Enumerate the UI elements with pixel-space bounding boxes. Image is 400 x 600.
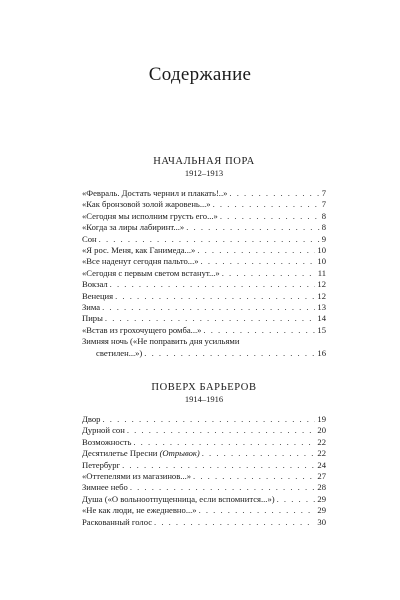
entry-title: Дурной сон <box>82 425 125 436</box>
toc-entry[interactable] <box>82 517 326 528</box>
entry-page-number: 20 <box>317 425 326 436</box>
section-years: 1914–1916 <box>184 394 224 404</box>
entry-title: «Как бронзовой золой жаровень...» <box>82 199 211 210</box>
entry-title-continuation <box>82 348 326 359</box>
dot-leader <box>102 414 315 425</box>
entry-page-number: 22 <box>317 436 326 447</box>
entry-page-number: 12 <box>317 290 326 301</box>
entry-page-number: 8 <box>321 222 326 233</box>
toc-entry[interactable] <box>82 211 326 222</box>
entry-title: «Встав из грохочущего ромба...» <box>82 324 202 335</box>
toc-list <box>82 414 326 528</box>
entry-page-number: 28 <box>317 482 326 493</box>
dot-leader <box>105 313 316 324</box>
entry-page-number: 22 <box>317 448 326 459</box>
dot-leader <box>222 268 316 279</box>
toc-entry[interactable] <box>82 471 326 482</box>
entry-title: «Все наденут сегодня пальто...» <box>82 256 199 267</box>
dot-leader <box>154 517 315 528</box>
dot-leader <box>99 234 320 245</box>
entry-page-number: 29 <box>317 493 326 504</box>
toc-entry[interactable] <box>82 482 326 493</box>
section-heading: НАЧАЛЬНАЯ ПОРА <box>153 156 255 167</box>
entry-page-number: 27 <box>317 471 326 482</box>
toc-entry[interactable] <box>82 414 326 425</box>
entry-title: «Сегодня мы исполним грусть его...» <box>82 210 218 221</box>
dot-leader <box>199 505 316 516</box>
entry-title: Венеция <box>82 290 114 301</box>
entry-page-number: 14 <box>317 313 326 324</box>
section-heading: ПОВЕРХ БАРЬЕРОВ <box>151 382 257 393</box>
entry-page-number: 9 <box>321 233 326 244</box>
toc-entry[interactable] <box>82 291 326 302</box>
entry-title: Зима <box>82 302 101 313</box>
entry-title-italic-note: (Отрывок) <box>159 448 200 459</box>
dot-leader <box>202 448 316 459</box>
toc-entry[interactable] <box>82 279 326 290</box>
toc-entry[interactable] <box>82 268 326 279</box>
entry-page-number: 30 <box>317 516 326 527</box>
entry-page-number: 12 <box>317 279 326 290</box>
toc-entry[interactable] <box>82 336 326 359</box>
toc-entry[interactable] <box>82 222 326 233</box>
entry-title: Петербург <box>82 459 121 470</box>
toc-entry[interactable] <box>82 505 326 516</box>
entry-title: Зимняя ночь («Не поправить дня усильями <box>82 336 240 347</box>
dot-leader <box>115 291 315 302</box>
entry-title <box>82 448 200 459</box>
toc-entry[interactable] <box>82 460 326 471</box>
entry-page-number: 7 <box>321 199 326 210</box>
entry-title: «Февраль. Достать чернил и плакать!..» <box>82 188 228 198</box>
dot-leader <box>127 425 316 436</box>
toc-section-nachalnaya-pora <box>82 156 326 359</box>
entry-title: «Оттепелями из магазинов...» <box>82 471 192 482</box>
dot-leader <box>220 211 320 222</box>
entry-title: Раскованный голос <box>82 516 153 527</box>
dot-leader <box>201 256 316 267</box>
dot-leader <box>229 188 319 199</box>
entry-page-number: 7 <box>321 188 326 198</box>
toc-section-poverh-barerov <box>82 382 326 528</box>
entry-title: «Не как люди, не ежедневно...» <box>82 505 197 516</box>
section-years: 1912–1913 <box>184 168 224 178</box>
dot-leader <box>197 245 315 256</box>
entry-title-line2: светилен...») <box>96 347 143 358</box>
dot-leader <box>133 437 315 448</box>
dot-leader <box>102 302 315 313</box>
toc-entry[interactable] <box>82 199 326 210</box>
entry-page-number: 10 <box>317 256 326 267</box>
dot-leader <box>144 348 315 359</box>
toc-entry[interactable] <box>82 325 326 336</box>
page-title: Содержание <box>148 64 252 85</box>
toc-entry[interactable] <box>82 313 326 324</box>
entry-page-number: 16 <box>317 347 326 358</box>
toc-entry[interactable] <box>82 256 326 267</box>
entry-page-number: 13 <box>317 302 326 313</box>
entry-title: «Я рос. Меня, как Ганимеда...» <box>82 245 196 256</box>
entry-page-number: 11 <box>317 267 326 278</box>
entry-title: Двор <box>82 414 101 424</box>
entry-page-number: 19 <box>317 414 326 424</box>
entry-page-number: 24 <box>317 459 326 470</box>
toc-entry[interactable] <box>82 188 326 199</box>
entry-page-number: 10 <box>317 245 326 256</box>
entry-title: Вокзал <box>82 279 108 290</box>
toc-entry[interactable] <box>82 494 326 505</box>
dot-leader <box>110 279 316 290</box>
entry-page-number: 8 <box>321 210 326 221</box>
toc-entry[interactable] <box>82 425 326 436</box>
toc-entry[interactable] <box>82 437 326 448</box>
dot-leader <box>130 482 316 493</box>
entry-page-number: 15 <box>317 324 326 335</box>
entry-title: Возможность <box>82 436 132 447</box>
dot-leader <box>186 222 319 233</box>
entry-title: Пиры <box>82 313 103 324</box>
entry-title: «Сегодня с первым светом встанут...» <box>82 267 220 278</box>
entry-page-number: 29 <box>317 505 326 516</box>
toc-entry[interactable] <box>82 448 326 459</box>
dot-leader <box>203 325 315 336</box>
entry-title: Душа («О вольноотпущенница, если вспомнится...») <box>82 493 275 504</box>
toc-list <box>82 188 326 359</box>
entry-title: Зимнее небо <box>82 482 128 493</box>
entry-title: Сон <box>82 233 97 244</box>
entry-title: «Когда за лиры лабиринт...» <box>82 222 185 233</box>
dot-leader <box>277 494 316 505</box>
toc-entry[interactable] <box>82 302 326 313</box>
dot-leader <box>122 460 315 471</box>
dot-leader <box>193 471 315 482</box>
toc-entry[interactable] <box>82 234 326 245</box>
dot-leader <box>213 199 320 210</box>
entry-title-main: Десятилетье Пресни <box>82 448 158 459</box>
toc-entry[interactable] <box>82 245 326 256</box>
